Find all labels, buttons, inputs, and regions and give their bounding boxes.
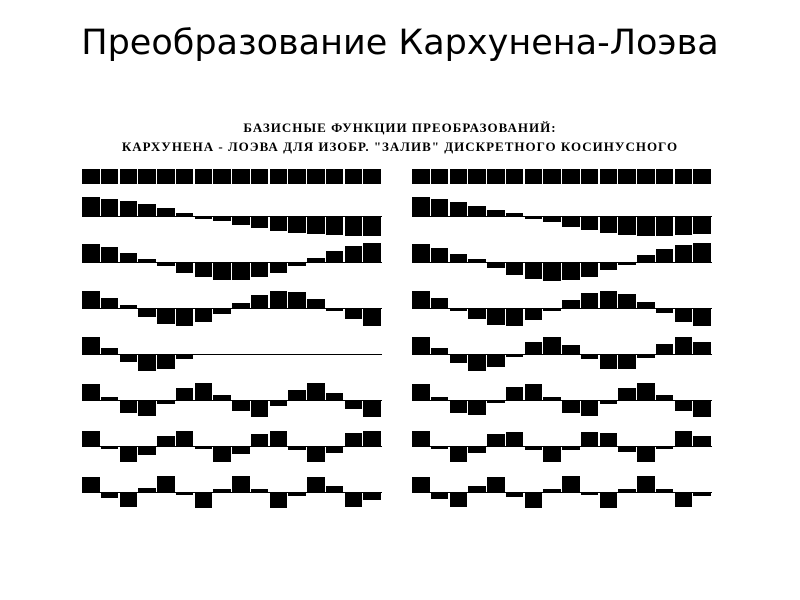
- basis-cell: [543, 489, 561, 493]
- basis-function-row: [412, 469, 712, 515]
- basis-cell: [288, 492, 306, 496]
- basis-cell: [693, 342, 711, 354]
- basis-cell: [363, 431, 381, 446]
- basis-cell: [213, 308, 231, 314]
- basis-function-row: [412, 193, 712, 239]
- basis-cell: [288, 292, 306, 308]
- basis-cell: [307, 383, 325, 400]
- basis-cell: [693, 216, 711, 234]
- basis-cell: [176, 169, 194, 184]
- basis-cell: [232, 169, 250, 184]
- basis-cell: [543, 308, 561, 311]
- basis-cell: [176, 431, 194, 446]
- basis-cell: [232, 400, 250, 411]
- basis-cell: [506, 262, 524, 275]
- basis-cell: [562, 446, 580, 450]
- basis-cell: [138, 259, 156, 262]
- basis-cell: [157, 262, 175, 266]
- basis-cell: [562, 345, 580, 354]
- basis-cell: [157, 436, 175, 447]
- basis-cell: [525, 216, 543, 219]
- basis-cell: [120, 400, 138, 413]
- basis-function-row: [82, 239, 382, 285]
- basis-cell: [525, 169, 543, 184]
- basis-cell: [326, 486, 344, 492]
- basis-cell: [431, 348, 449, 354]
- basis-cell: [120, 305, 138, 308]
- basis-cell: [656, 169, 674, 184]
- basis-function-row: [82, 331, 382, 377]
- basis-cell: [525, 308, 543, 320]
- basis-function-row: [412, 165, 712, 193]
- basis-cell: [487, 400, 505, 403]
- basis-cell: [157, 400, 175, 404]
- basis-cell: [270, 169, 288, 184]
- basis-cell: [176, 354, 194, 359]
- basis-cell: [288, 446, 306, 450]
- basis-cell: [82, 291, 100, 309]
- basis-cell: [543, 446, 561, 462]
- basis-cell: [270, 431, 288, 446]
- basis-cell: [288, 169, 306, 184]
- basis-cell: [82, 337, 100, 354]
- basis-cell: [363, 492, 381, 500]
- basis-cell: [525, 384, 543, 400]
- basis-cell: [101, 199, 119, 217]
- basis-cell: [468, 486, 486, 492]
- basis-cell: [656, 249, 674, 262]
- basis-cell: [326, 169, 344, 184]
- basis-cell: [288, 262, 306, 266]
- basis-cell: [213, 169, 231, 184]
- basis-cell: [581, 354, 599, 359]
- basis-cell: [468, 400, 486, 415]
- basis-cell: [120, 492, 138, 507]
- basis-cell: [270, 291, 288, 309]
- basis-cell: [543, 397, 561, 400]
- page-title: Преобразование Кархунена-Лоэва: [81, 23, 719, 63]
- basis-cell: [195, 308, 213, 322]
- basis-cell: [618, 262, 636, 265]
- basis-cell: [468, 206, 486, 217]
- basis-cell: [675, 245, 693, 263]
- basis-cell: [656, 344, 674, 355]
- basis-cell: [693, 400, 711, 417]
- basis-cell: [600, 492, 618, 508]
- basis-cell: [656, 216, 674, 236]
- basis-cell: [412, 197, 430, 216]
- basis-cell: [487, 308, 505, 325]
- basis-cell: [693, 492, 711, 496]
- basis-cell: [82, 244, 100, 262]
- basis-cell: [450, 169, 468, 184]
- basis-cell: [656, 395, 674, 400]
- basis-cell: [618, 216, 636, 235]
- basis-cell: [431, 446, 449, 449]
- panel-discrete-cosine: [412, 165, 712, 515]
- basis-cell: [581, 492, 599, 495]
- basis-cell: [581, 262, 599, 277]
- basis-cell: [101, 492, 119, 498]
- basis-cell: [618, 169, 636, 184]
- basis-cell: [693, 436, 711, 447]
- basis-cell: [345, 169, 363, 184]
- basis-cell: [307, 216, 325, 234]
- basis-cell: [82, 384, 100, 400]
- basis-cell: [101, 348, 119, 354]
- basis-cell: [487, 434, 505, 446]
- basis-cell: [138, 354, 156, 371]
- basis-cell: [195, 169, 213, 184]
- basis-cell: [251, 262, 269, 277]
- basis-cell: [232, 303, 250, 308]
- basis-cell: [506, 387, 524, 400]
- basis-cell: [157, 208, 175, 216]
- basis-cell: [487, 169, 505, 184]
- basis-cell: [600, 291, 618, 309]
- basis-cell: [637, 446, 655, 462]
- panel-karhunen-loeve: [82, 165, 382, 515]
- basis-cell: [195, 446, 213, 449]
- figure-basis-functions: [60, 120, 740, 570]
- basis-cell: [270, 262, 288, 273]
- basis-cell: [562, 476, 580, 492]
- basis-cell: [176, 213, 194, 217]
- basis-cell: [251, 434, 269, 446]
- basis-cell: [251, 400, 269, 417]
- basis-cell: [288, 216, 306, 233]
- basis-cell: [600, 400, 618, 404]
- basis-cell: [506, 492, 524, 497]
- basis-cell: [195, 383, 213, 400]
- basis-cell: [693, 308, 711, 326]
- basis-cell: [157, 169, 175, 184]
- basis-cell: [637, 216, 655, 236]
- basis-cell: [675, 308, 693, 322]
- basis-function-row: [82, 165, 382, 193]
- basis-cell: [506, 169, 524, 184]
- basis-cell: [656, 308, 674, 313]
- basis-cell: [600, 433, 618, 446]
- basis-function-row: [82, 285, 382, 331]
- basis-cell: [363, 216, 381, 236]
- basis-cell: [138, 308, 156, 317]
- basis-cell: [450, 308, 468, 311]
- basis-cell: [675, 431, 693, 446]
- basis-cell: [468, 446, 486, 453]
- basis-cell: [251, 169, 269, 184]
- basis-function-row: [412, 239, 712, 285]
- basis-cell: [363, 243, 381, 262]
- basis-cell: [157, 308, 175, 324]
- basis-cell: [618, 489, 636, 492]
- basis-cell: [101, 397, 119, 400]
- basis-cell: [345, 308, 363, 319]
- basis-cell: [525, 262, 543, 279]
- basis-cell: [468, 308, 486, 319]
- basis-cell: [600, 169, 618, 184]
- basis-cell: [618, 294, 636, 308]
- basis-function-row: [412, 285, 712, 331]
- basis-cell: [581, 169, 599, 184]
- basis-cell: [618, 446, 636, 452]
- basis-cell: [120, 354, 138, 362]
- basis-function-panels: [60, 165, 740, 565]
- basis-cell: [562, 169, 580, 184]
- basis-cell: [251, 216, 269, 228]
- basis-cell: [101, 298, 119, 309]
- basis-cell: [120, 169, 138, 184]
- basis-cell: [345, 216, 363, 236]
- basis-cell: [412, 169, 430, 184]
- basis-cell: [412, 477, 430, 492]
- basis-cell: [345, 433, 363, 446]
- basis-cell: [450, 202, 468, 216]
- basis-cell: [176, 308, 194, 326]
- basis-cell: [307, 169, 325, 184]
- basis-cell: [637, 302, 655, 308]
- basis-cell: [120, 446, 138, 462]
- basis-cell: [506, 432, 524, 446]
- basis-cell: [138, 204, 156, 216]
- figure-caption-line-2: КАРХУНЕНА - ЛОЭВА ДЛЯ ИЗОБР. "ЗАЛИВ" ДИСКРЕТНОГО КОСИНУСНОГО: [121, 139, 679, 154]
- basis-cell: [656, 446, 674, 449]
- basis-cell: [450, 492, 468, 507]
- basis-function-row: [82, 469, 382, 515]
- basis-cell: [101, 446, 119, 449]
- basis-cell: [693, 169, 711, 184]
- basis-cell: [600, 354, 618, 369]
- basis-cell: [618, 354, 636, 369]
- basis-cell: [345, 400, 363, 409]
- basis-cell: [232, 476, 250, 492]
- basis-cell: [450, 400, 468, 413]
- basis-cell: [307, 299, 325, 308]
- basis-cell: [176, 492, 194, 495]
- basis-cell: [195, 262, 213, 277]
- basis-cell: [307, 258, 325, 262]
- basis-cell: [431, 199, 449, 216]
- basis-cell: [581, 432, 599, 446]
- basis-cell: [656, 489, 674, 492]
- basis-cell: [618, 388, 636, 400]
- basis-cell: [693, 243, 711, 262]
- basis-cell: [487, 262, 505, 268]
- basis-cell: [82, 477, 100, 492]
- basis-cell: [431, 492, 449, 499]
- basis-cell: [675, 492, 693, 507]
- basis-cell: [101, 169, 119, 184]
- basis-cell: [326, 393, 344, 400]
- basis-cell: [195, 492, 213, 508]
- basis-cell: [637, 169, 655, 184]
- basis-cell: [543, 262, 561, 281]
- basis-cell: [270, 400, 288, 406]
- basis-cell: [675, 400, 693, 411]
- basis-cell: [637, 255, 655, 262]
- basis-cell: [525, 492, 543, 508]
- basis-cell: [270, 216, 288, 231]
- basis-cell: [120, 201, 138, 216]
- basis-cell: [326, 216, 344, 235]
- basis-cell: [675, 216, 693, 235]
- basis-cell: [581, 216, 599, 230]
- basis-function-row: [82, 423, 382, 469]
- basis-cell: [600, 262, 618, 270]
- basis-cell: [138, 400, 156, 416]
- basis-cell: [637, 476, 655, 492]
- basis-cell: [487, 210, 505, 216]
- basis-cell: [637, 354, 655, 358]
- basis-cell: [675, 337, 693, 354]
- basis-cell: [345, 246, 363, 262]
- basis-cell: [412, 244, 430, 262]
- basis-function-row: [412, 423, 712, 469]
- basis-cell: [562, 400, 580, 413]
- basis-cell: [412, 337, 430, 354]
- basis-cell: [138, 446, 156, 455]
- basis-cell: [506, 308, 524, 326]
- basis-cell: [562, 262, 580, 280]
- basis-cell: [345, 492, 363, 507]
- basis-cell: [543, 169, 561, 184]
- basis-cell: [157, 354, 175, 369]
- basis-cell: [288, 390, 306, 400]
- basis-cell: [120, 253, 138, 262]
- basis-cell: [213, 489, 231, 492]
- basis-cell: [195, 216, 213, 219]
- basis-cell: [543, 337, 561, 354]
- basis-cell: [82, 169, 100, 184]
- basis-cell: [232, 216, 250, 225]
- basis-function-row: [412, 377, 712, 423]
- basis-cell: [82, 431, 100, 446]
- basis-cell: [138, 488, 156, 492]
- basis-cell: [412, 384, 430, 400]
- basis-cell: [213, 395, 231, 400]
- basis-cell: [543, 216, 561, 222]
- basis-cell: [138, 169, 156, 184]
- basis-cell: [307, 446, 325, 462]
- basis-cell: [176, 262, 194, 273]
- basis-cell: [326, 446, 344, 453]
- basis-cell: [487, 477, 505, 492]
- basis-cell: [450, 254, 468, 262]
- basis-cell: [213, 446, 231, 462]
- basis-cell: [326, 251, 344, 262]
- basis-cell: [468, 354, 486, 371]
- basis-cell: [506, 354, 524, 357]
- basis-cell: [431, 397, 449, 400]
- basis-cell: [251, 295, 269, 308]
- basis-cell: [506, 213, 524, 216]
- basis-function-row: [82, 377, 382, 423]
- basis-cell: [487, 354, 505, 367]
- basis-function-row: [82, 193, 382, 239]
- basis-cell: [525, 342, 543, 354]
- basis-cell: [176, 388, 194, 400]
- basis-cell: [450, 446, 468, 462]
- basis-cell: [326, 308, 344, 311]
- basis-cell: [562, 216, 580, 227]
- basis-cell: [431, 169, 449, 184]
- basis-cell: [232, 446, 250, 454]
- basis-cell: [431, 248, 449, 262]
- basis-cell: [101, 247, 119, 262]
- basis-cell: [363, 400, 381, 417]
- basis-cell: [251, 489, 269, 492]
- basis-cell: [213, 216, 231, 221]
- basis-cell: [562, 300, 580, 308]
- basis-cell: [232, 262, 250, 280]
- basis-function-row: [412, 331, 712, 377]
- basis-cell: [468, 259, 486, 262]
- figure-caption-line-1: БАЗИСНЫЕ ФУНКЦИИ ПРЕОБРАЗОВАНИЙ:: [243, 120, 557, 135]
- basis-cell: [637, 383, 655, 400]
- basis-cell: [270, 492, 288, 508]
- basis-cell: [363, 308, 381, 326]
- basis-cell: [600, 216, 618, 233]
- basis-cell: [525, 446, 543, 450]
- basis-cell: [307, 477, 325, 492]
- basis-cell: [412, 291, 430, 309]
- basis-cell: [581, 293, 599, 308]
- basis-cell: [581, 400, 599, 416]
- basis-cell: [675, 169, 693, 184]
- basis-cell: [157, 476, 175, 492]
- basis-cell: [82, 197, 100, 216]
- basis-cell: [363, 169, 381, 184]
- basis-cell: [468, 169, 486, 184]
- basis-cell: [431, 298, 449, 308]
- basis-cell: [450, 354, 468, 363]
- basis-cell: [213, 262, 231, 280]
- basis-cell: [412, 431, 430, 446]
